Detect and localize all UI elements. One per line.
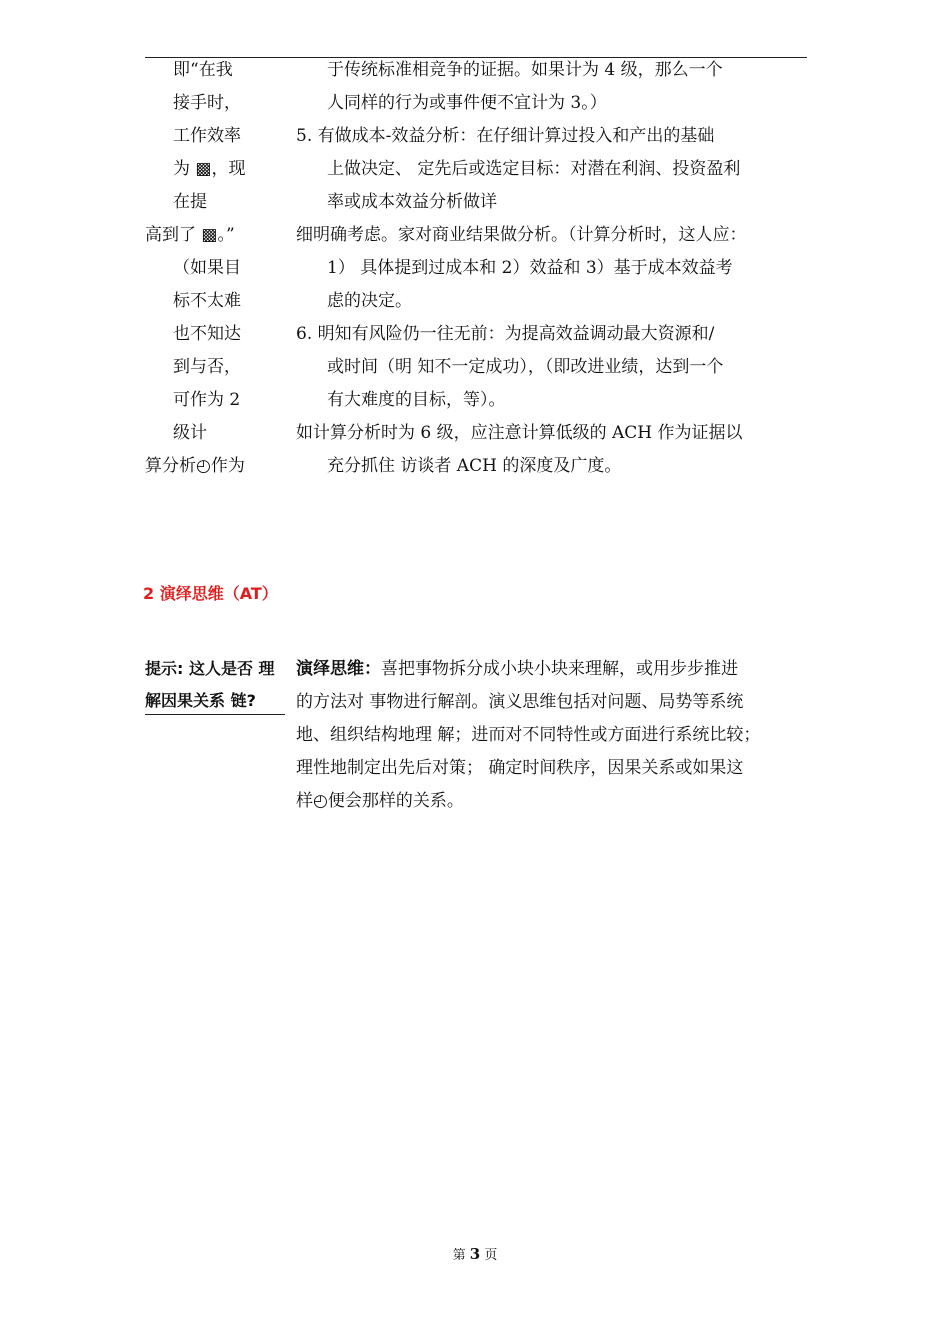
hint-line-2: 解因果关系 链? [145, 691, 256, 710]
definition-line-5: 样◴便会那样的关系。 [296, 791, 464, 811]
definition-line-3: 地、组织结构地理 解；进而对不同特性或方面进行系统比较； [296, 725, 761, 745]
right-line: 于传统标准相竞争的证据。如果计为 4 级，那么一个 [327, 60, 723, 80]
right-line: 充分抓住 访谈者 ACH 的深度及广度。 [327, 456, 622, 476]
left-line: 级计 [173, 423, 207, 443]
definition-line-1 [296, 658, 738, 680]
left-line: 高到了 ▩。” [145, 225, 235, 245]
left-line: 接手时， [173, 93, 241, 113]
right-line: 虑的决定。 [327, 291, 412, 311]
hint-underline [145, 714, 285, 715]
left-line: 标不太难 [173, 291, 241, 311]
left-line: 在提 [173, 192, 207, 212]
right-line: 如计算分析时为 6 级，应注意计算低级的 ACH 作为证据以 [296, 423, 743, 443]
left-line: （如果目 [173, 258, 241, 278]
definition-line-4: 理性地制定出先后对策； 确定时间秩序，因果关系或如果这 [296, 758, 744, 778]
right-line: 人同样的行为或事件便不宜计为 3。） [327, 93, 607, 113]
hint-line-1: 提示: 这人是否 理 [145, 659, 275, 678]
section-heading: 2 演绎思维（AT） [143, 584, 278, 603]
definition-line-2: 的方法对 事物进行解剖。演义思维包括对问题、局势等系统 [296, 692, 744, 712]
definition-term: 演绎思维： [296, 659, 381, 679]
definition-text: 喜把事物拆分成小块小块来理解，或用步步推进 [381, 659, 738, 679]
top-rule [145, 57, 807, 58]
left-line: 到与否， [173, 357, 241, 377]
left-line: 工作效率 [173, 126, 241, 146]
page-number: 3 [469, 1245, 481, 1263]
left-line: 可作为 2 [173, 390, 241, 410]
right-line: 率或成本效益分析做详 [327, 192, 497, 212]
left-line: 即“在我 [173, 60, 233, 80]
right-line: 细明确考虑。家对商业结果做分析。（计算分析时，这人应： [296, 225, 747, 245]
left-line: 为 ▩，现 [173, 159, 246, 179]
footer-prefix: 第 [452, 1248, 466, 1263]
right-line: 1） 具体提到过成本和 2）效益和 3）基于成本效益考 [327, 258, 733, 278]
right-line: 上做决定、 定先后或选定目标：对潜在利润、投资盈利 [327, 159, 741, 179]
footer-suffix: 页 [484, 1248, 498, 1263]
left-line: 算分析◴作为 [145, 456, 245, 476]
left-line: 也不知达 [173, 324, 241, 344]
right-line: 或时间（明 知不一定成功），（即改进业绩，达到一个 [327, 357, 724, 377]
page-footer [0, 1244, 950, 1263]
right-line: 5. 有做成本-效益分析：在仔细计算过投入和产出的基础 [296, 126, 715, 146]
right-line: 有大难度的目标，等）。 [327, 390, 506, 410]
right-line: 6. 明知有风险仍一往无前：为提高效益调动最大资源和/ [296, 324, 715, 344]
